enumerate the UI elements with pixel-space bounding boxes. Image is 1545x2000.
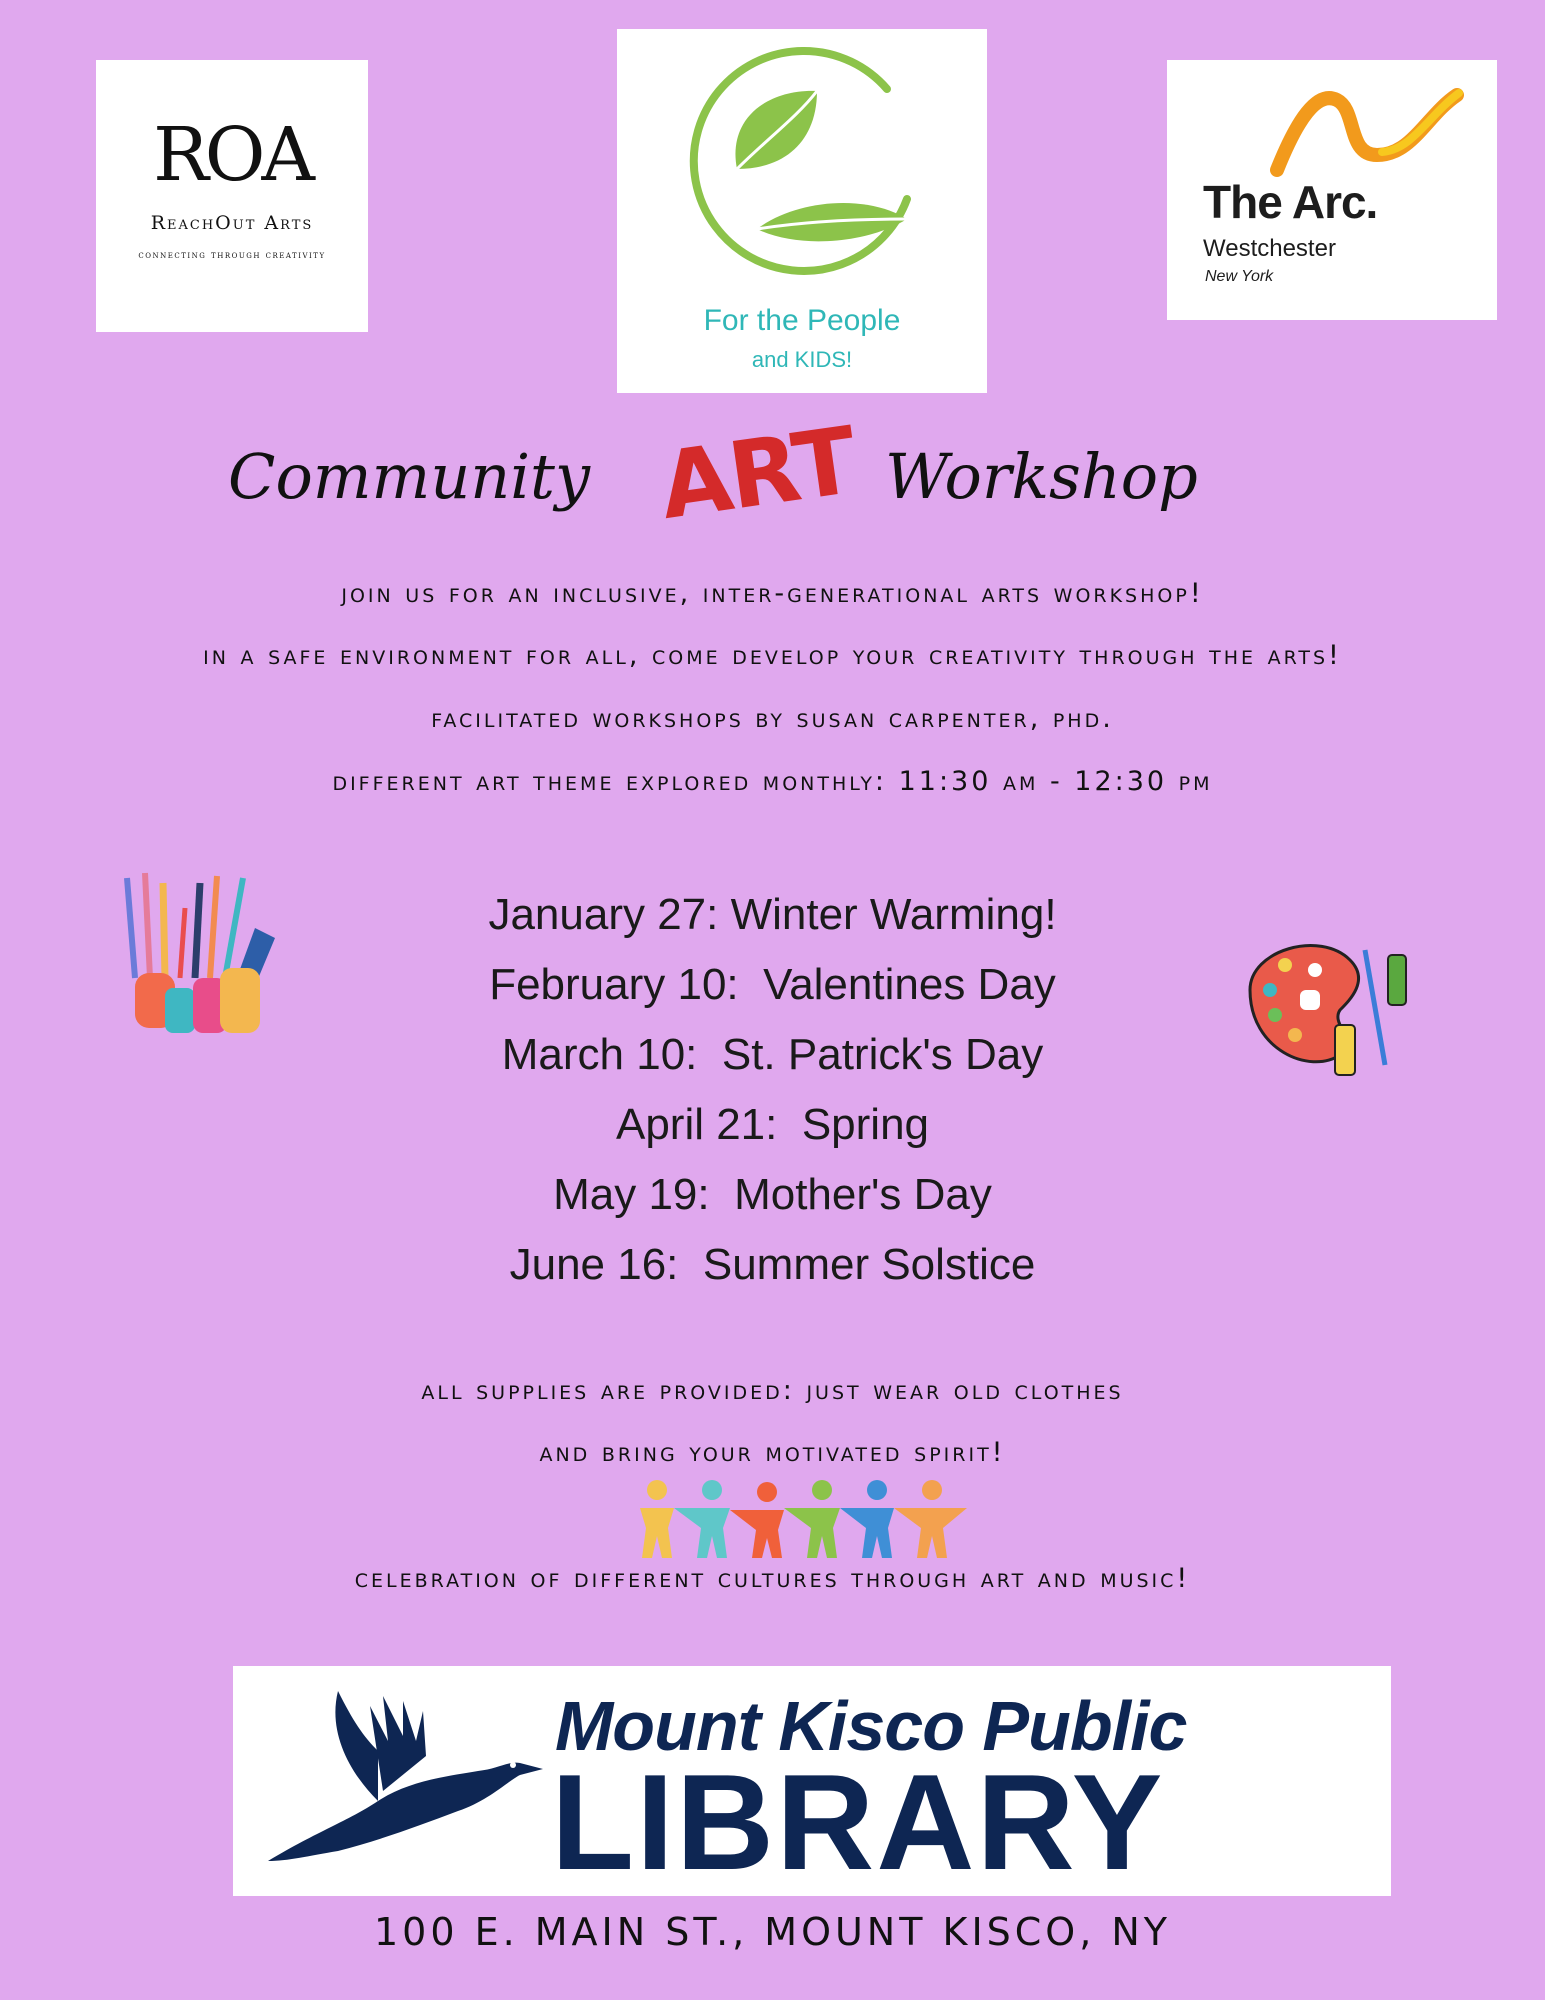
arc-swoosh-icon (1167, 60, 1497, 180)
bird-logo-icon (258, 1681, 548, 1881)
intro-line: facilitated workshops by susan carpenter, phd. (431, 703, 1114, 734)
celebration-line: celebration of different cultures through art and music! (354, 1563, 1191, 1594)
roa-logo-mark: ROA (153, 112, 311, 198)
title-art: ART (653, 406, 862, 541)
title-community: Community (228, 440, 590, 513)
title-workshop: Workshop (885, 440, 1198, 513)
reachout-arts-logo (96, 60, 368, 332)
arc-logo-name: The Arc. (1203, 176, 1378, 228)
the-arc-logo (1167, 60, 1497, 320)
arc-logo-city: Westchester (1203, 235, 1336, 262)
roa-logo-name: ReachOut Arts (150, 212, 314, 234)
for-the-people-logo (617, 29, 987, 393)
leaf-circle-logo-icon (617, 29, 987, 289)
supplies-line: all supplies are provided: just wear old clothes (421, 1375, 1124, 1406)
roa-logo-tagline: connecting through creativity (138, 250, 326, 261)
schedule-item: March 10: St. Patrick's Day (501, 1030, 1044, 1079)
mount-kisco-library-logo (233, 1666, 1391, 1896)
library-name-line2: LIBRARY (551, 1746, 1165, 1898)
library-name-line1: Mount Kisco Public (555, 1687, 1187, 1765)
ftp-logo-line2: and KIDS! (751, 347, 853, 372)
paper-people-chain-icon (632, 1478, 972, 1560)
schedule-item: January 27: Winter Warming! (488, 890, 1057, 939)
schedule-item: May 19: Mother's Day (553, 1170, 992, 1219)
schedule-item: February 10: Valentines Day (489, 960, 1056, 1009)
supplies-line: and bring your motivated spirit! (539, 1437, 1006, 1468)
ftp-logo-line1: For the People (703, 304, 901, 337)
arc-logo-state: New York (1205, 268, 1274, 285)
schedule-item: June 16: Summer Solstice (509, 1240, 1036, 1289)
schedule-item: April 21: Spring (615, 1100, 930, 1149)
library-address: 100 E. MAIN ST., MOUNT KISCO, NY (373, 1910, 1172, 1954)
intro-line: different art theme explored monthly: 11:30 am - 12:30 pm (332, 766, 1213, 797)
paint-palette-icon (1230, 930, 1430, 1090)
intro-line: join us for an inclusive, inter-generational arts workshop! (341, 578, 1204, 609)
intro-line: in a safe environment for all, come develop your creativity through the arts! (203, 640, 1342, 671)
